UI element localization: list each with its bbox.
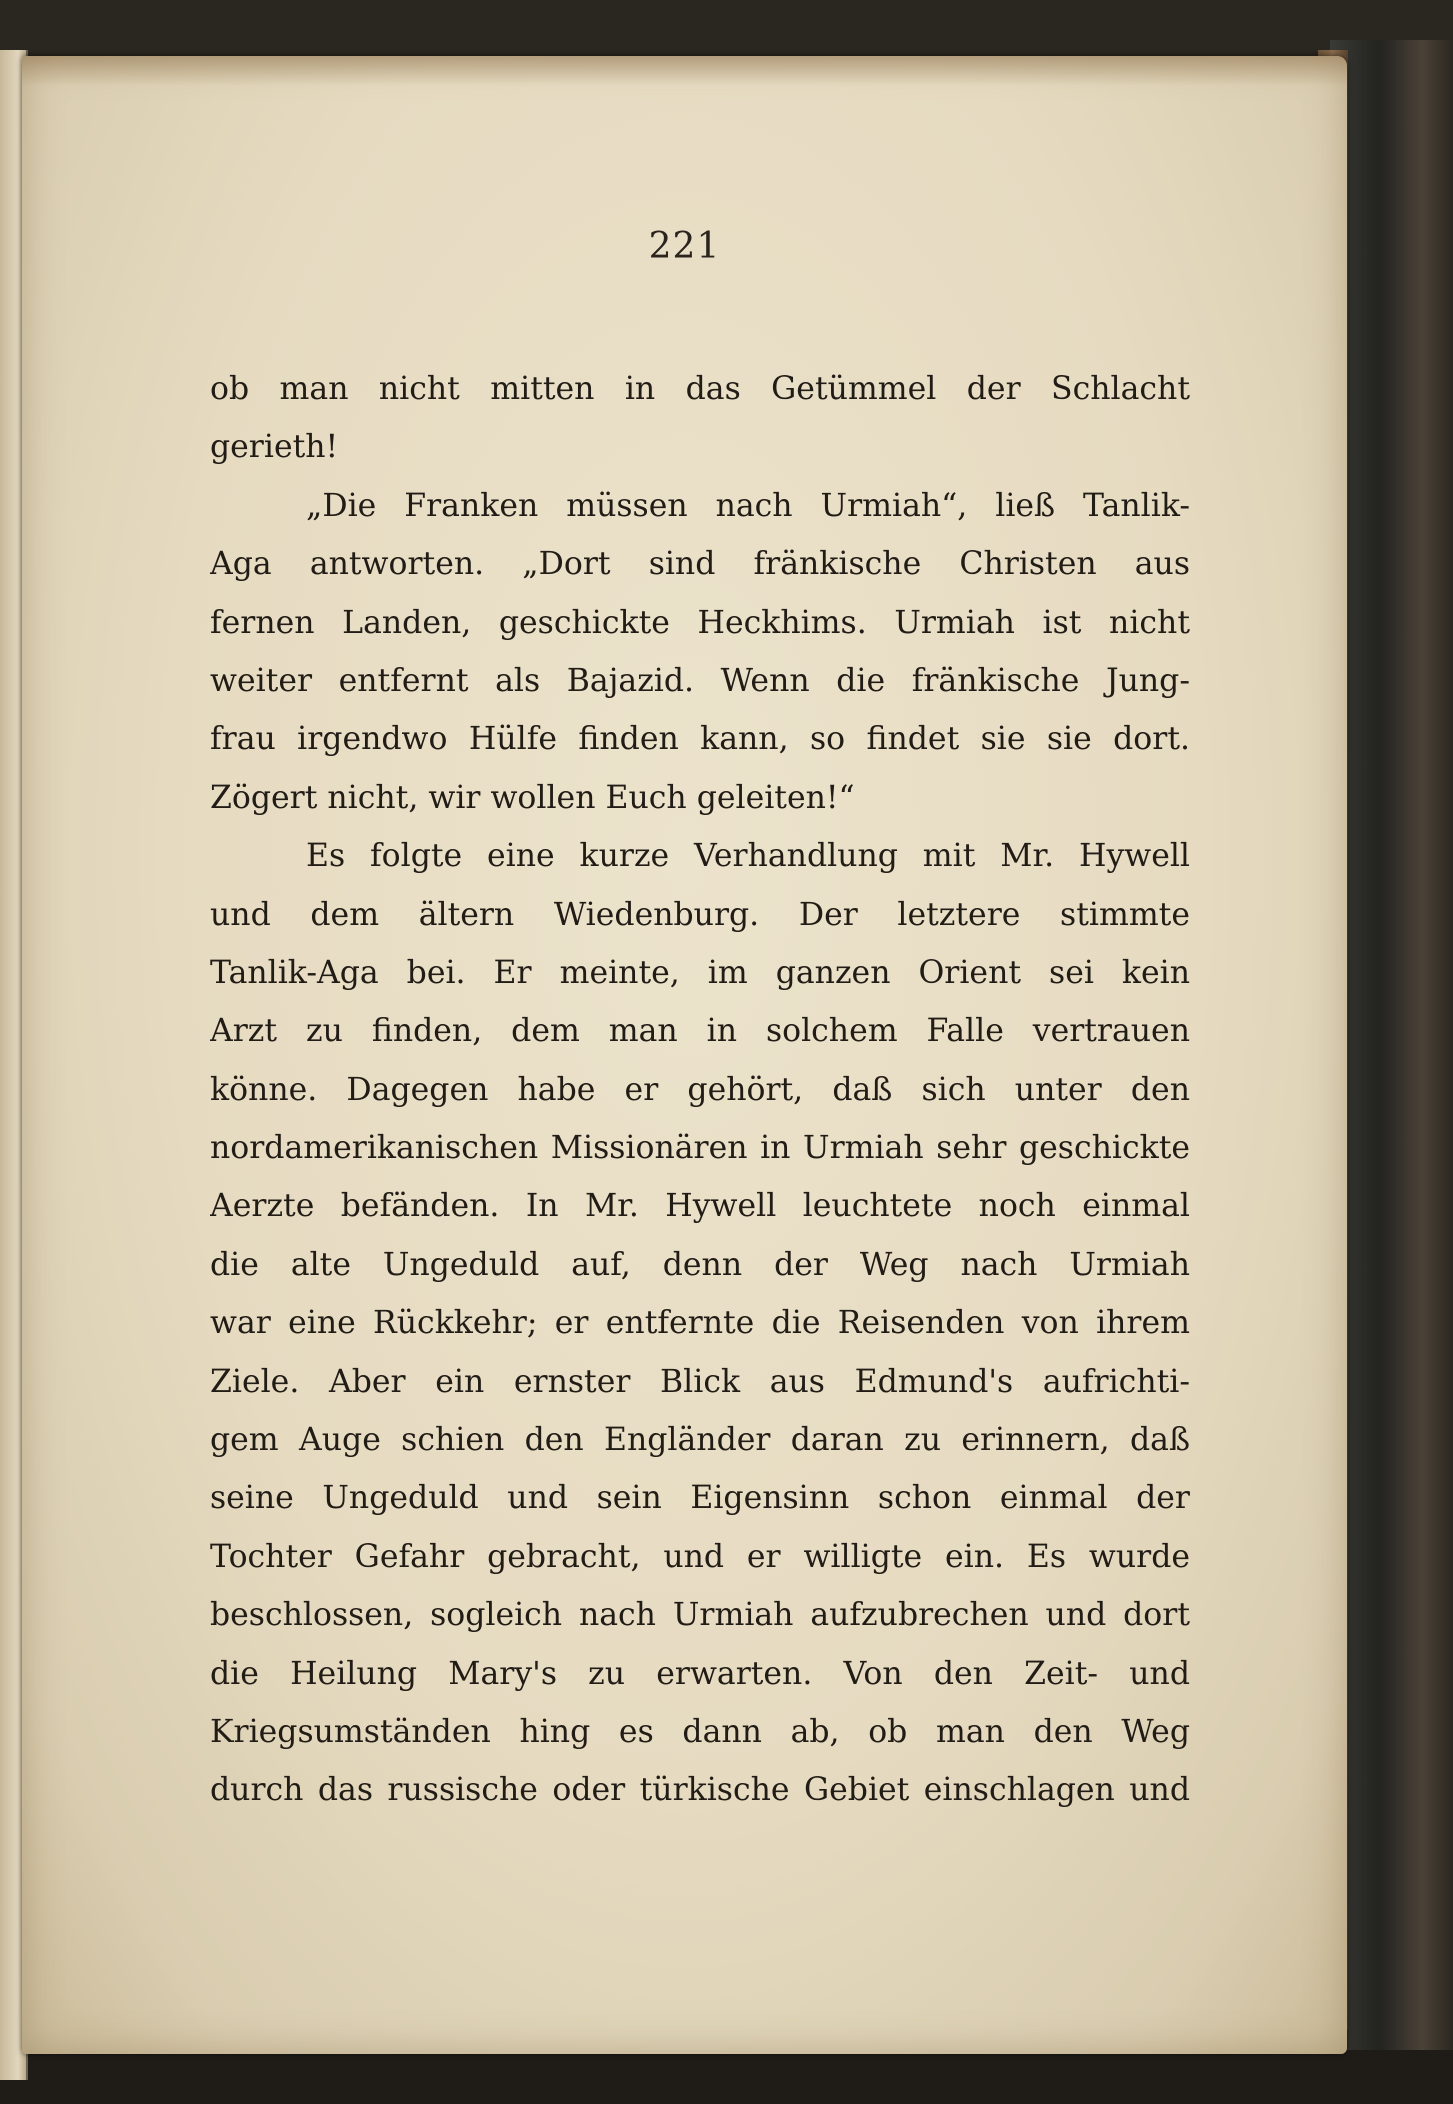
text-line: Ziele. Aber ein ernster Blick aus Edmund's aufrichti- <box>210 1363 1190 1400</box>
text-line: Tanlik-Aga bei. Er meinte, im ganzen Orient sei kein <box>210 954 1190 991</box>
text-line: „Die Franken müssen nach Urmiah“, ließ Tanlik- <box>306 487 1190 524</box>
text-line: die alte Ungeduld auf, denn der Weg nach Urmiah <box>210 1246 1190 1283</box>
book-cover-board <box>1330 40 1453 2050</box>
page-body-text <box>210 360 1190 1820</box>
text-line: Es folgte eine kurze Verhandlung mit Mr. Hywell <box>306 838 1190 875</box>
text-line: beschlossen, sogleich nach Urmiah aufzubrechen und dort <box>210 1597 1190 1634</box>
text-line: die Heilung Mary's zu erwarten. Von den Zeit- und <box>210 1655 1190 1692</box>
text-line: Aga antworten. „Dort sind fränkische Christen aus <box>210 546 1190 583</box>
text-line: frau irgendwo Hülfe finden kann, so findet sie sie dort. <box>210 721 1190 758</box>
text-line: fernen Landen, geschickte Heckhims. Urmiah ist nicht <box>210 604 1190 641</box>
text-line: durch das russische oder türkische Gebiet einschlagen und <box>210 1772 1190 1809</box>
text-line: und dem ältern Wiedenburg. Der letztere stimmte <box>210 896 1190 933</box>
text-line: gem Auge schien den Engländer daran zu erinnern, daß <box>210 1422 1190 1459</box>
text-line: könne. Dagegen habe er gehört, daß sich unter den <box>210 1071 1190 1108</box>
text-line: Arzt zu finden, dem man in solchem Falle vertrauen <box>210 1013 1190 1050</box>
text-line: Tochter Gefahr gebracht, und er willigte ein. Es wurde <box>210 1538 1190 1575</box>
page-top-shadow <box>22 56 1347 86</box>
text-line: seine Ungeduld und sein Eigensinn schon einmal der <box>210 1480 1190 1517</box>
text-line: weiter entfernt als Bajazid. Wenn die fränkische Jung- <box>210 662 1190 699</box>
text-line: gerieth! <box>210 429 339 466</box>
text-line: ob man nicht mitten in das Getümmel der Schlacht <box>210 371 1190 407</box>
text-line: Kriegsumständen hing es dann ab, ob man den Weg <box>210 1713 1190 1750</box>
book-page <box>22 56 1347 2054</box>
text-line: Aerzte befänden. In Mr. Hywell leuchtete noch einmal <box>210 1188 1190 1225</box>
text-line: nordamerikanischen Missionären in Urmiah sehr geschickte <box>210 1130 1190 1167</box>
text-line: Zögert nicht, wir wollen Euch geleiten!“ <box>210 779 855 816</box>
page-number: 221 <box>648 226 721 267</box>
text-line: war eine Rückkehr; er entfernte die Reisenden von ihrem <box>210 1305 1190 1342</box>
